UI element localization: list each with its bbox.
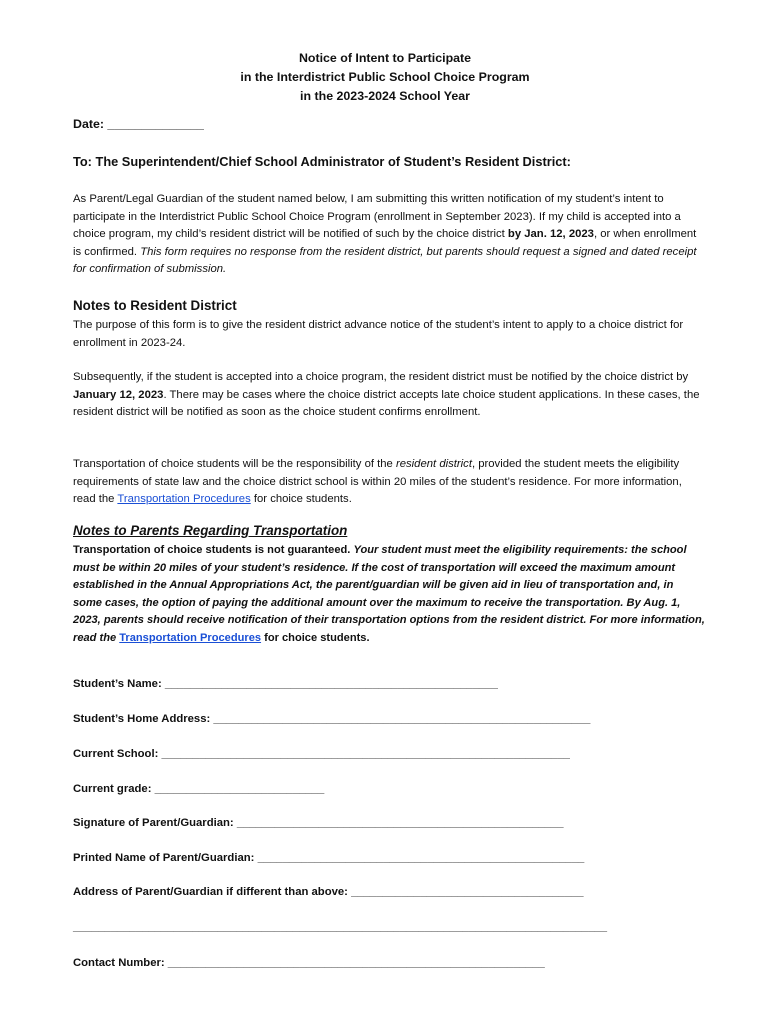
notes-resident-p1: The purpose of this form is to give the resident district advance notice of the student’s intent to apply to a choice district for enrollment in 2023-24. — [73, 319, 684, 349]
title-line-1: Notice of Intent to Participate — [298, 51, 472, 65]
intro-paragraph: As Parent/Legal Guardian of the student named below, I am submitting this written notification of my student’s intent to participate in the Interdistrict Public School Choice Program (enrollment in September 2023). If my child is accepted into a choice program, my child’s resident district will be notified of such by the choice district by Jan. 12, 2023, or when enrollment is confirmed. This form requires no response from the resident district, but parents should request a signed and dated receipt for confirmation of submission. — [73, 193, 697, 275]
date-label: Date — [73, 117, 100, 131]
transportation-procedures-link[interactable]: Transportation Procedures — [117, 493, 251, 505]
deadline-bold: by Jan. 12, 2023 — [507, 228, 594, 240]
notes-parents-heading: Notes to Parents Regarding Transportation — [73, 523, 348, 538]
notes-resident-heading: Notes to Resident District — [73, 298, 237, 313]
document-title — [0, 49, 770, 106]
parent-address-field[interactable]: Address of Parent/Guardian if different than above: _____________________________________ — [73, 886, 584, 898]
title-line-2: in the Interdistrict Public School Choice Program — [240, 70, 530, 84]
student-name-field[interactable]: Student’s Name: _____________________________________________________ — [73, 678, 498, 690]
parent-signature-field[interactable]: Signature of Parent/Guardian: ____________________________________________________ — [73, 817, 564, 829]
notes-parents-paragraph: Transportation of choice students is not guaranteed. Your student must meet the eligibility requirements: the school must be within 20 miles of your student’s residence. If the cost of transportation will exceed the maximum amount established in the Annual Appropriations Act, the parent/guardian will be given aid in lieu of transportation and, in some cases, the option of paying the additional amount over the maximum to receive the transportation. By Aug. 1, 2023, parents should receive notification of their transportation options from the resident district. For more information, read the Transportation Procedures for choice students. — [73, 544, 705, 644]
title-line-3: in the 2023-2024 School Year — [300, 89, 470, 103]
notes-resident-p3: Transportation of choice students will be the responsibility of the resident district, provided the student meets the eligibility requirements of state law and the choice district school is within 20 miles of the student’s residence. For more information, read the Transportation Procedures for choice students. — [73, 458, 682, 505]
recipient-line: To: The Superintendent/Chief School Administrator of Student’s Resident District: — [73, 154, 571, 169]
current-grade-field[interactable]: Current grade: ___________________________ — [73, 783, 325, 795]
date-blank: : ______________ — [99, 117, 204, 131]
parent-address-continued-field[interactable]: _____________________________________________________________________________________ — [73, 921, 608, 933]
transportation-procedures-link-2[interactable]: Transportation Procedures — [119, 631, 262, 644]
student-home-address-field[interactable]: Student’s Home Address: ____________________________________________________________ — [73, 713, 591, 725]
contact-number-field[interactable]: Contact Number: ____________________________________________________________ — [73, 957, 545, 969]
date-field[interactable] — [73, 117, 204, 131]
notes-resident-p2: Subsequently, if the student is accepted into a choice program, the resident district must be notified by the choice district by January 12, 2023. There may be cases where the choice district accepts late choice student applications. In these cases, the resident district will be notified as soon as the choice student confirms enrollment. — [73, 371, 700, 418]
current-school-field[interactable]: Current School: _________________________________________________________________ — [73, 748, 570, 760]
parent-printed-name-field[interactable]: Printed Name of Parent/Guardian: ____________________________________________________ — [73, 852, 585, 864]
intro-italic-note: This form requires no response from the resident district, but parents should request a signed and dated receipt for confirmation of submission. — [73, 245, 697, 275]
notification-date-bold: January 12, 2023 — [73, 388, 164, 401]
